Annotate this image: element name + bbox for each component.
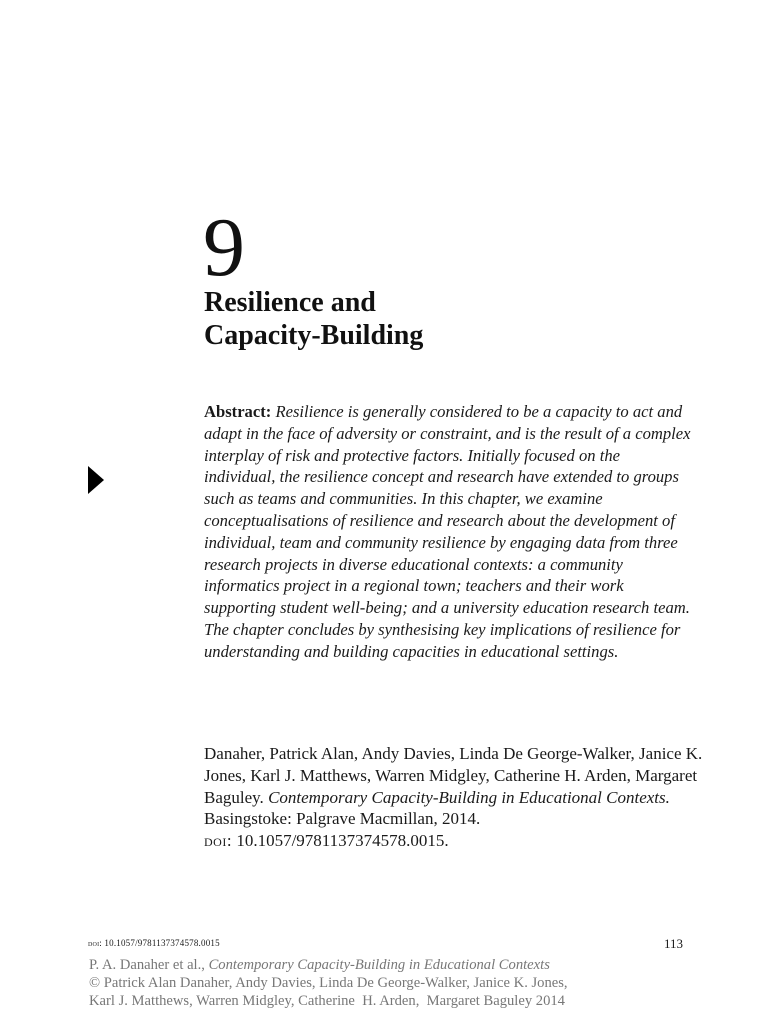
chapter-title [204,286,624,352]
copyright-authors-short: P. A. Danaher et al., [89,957,205,973]
abstract [204,401,694,663]
citation-doi-label: doi: [204,831,233,851]
abstract-label: Abstract: [204,402,272,421]
copyright-line-2: © Patrick Alan Danaher, Andy Davies, Linda De George-Walker, Janice K. Jones, [89,975,568,992]
copyright-book-title: Contemporary Capacity-Building in Educational Contexts [208,957,550,973]
abstract-text: Resilience is generally considered to be a capacity to act and adapt in the face of adversity or constraint, and is the result of a complex interplay of risk and protective factors. Initially focused on the individual, the resilience concept and research have extended to groups such as teams and communities. In this chapter, we examine conceptualisations of resilience and research about the development of individual, team and community resilience by engaging data from three research projects in diverse educational contexts: a community informatics project in a regional town; teachers and their work supporting student well-being; and a university education research team. The chapter concludes by synthesising key implications of resilience for understanding and building capacities in educational settings. [204,402,691,661]
citation-book-title: Contemporary Capacity-Building in Educational Contexts. [268,787,670,807]
copyright-line-3: Karl J. Matthews, Warren Midgley, Catherine H. Arden, Margaret Baguley 2014 [89,993,565,1010]
chapter-number: 9 [203,201,245,294]
copyright-line-1 [89,956,709,974]
citation-authors: Danaher, Patrick Alan, Andy Davies, Linda De George-Walker, Janice K. Jones, Karl J. Matthews, Warren Midgley, Catherine H. Arden, Margaret Baguley. [204,744,703,807]
copyright-notice [89,956,709,1011]
citation [204,743,704,852]
chapter-title-line-2: Capacity-Building [204,320,424,351]
citation-publisher: Basingstoke: Palgrave Macmillan, 2014. [204,809,481,829]
footer-doi [88,938,220,948]
play-arrow-icon [88,466,104,494]
footer-doi-label: doi: [88,938,102,948]
citation-doi-link[interactable]: 10.1057/9781137374578.0015. [236,831,449,851]
page-number: 113 [664,936,684,951]
footer-doi-link[interactable]: 10.1057/9781137374578.0015 [104,938,220,948]
chapter-title-line-1: Resilience and [204,287,376,318]
